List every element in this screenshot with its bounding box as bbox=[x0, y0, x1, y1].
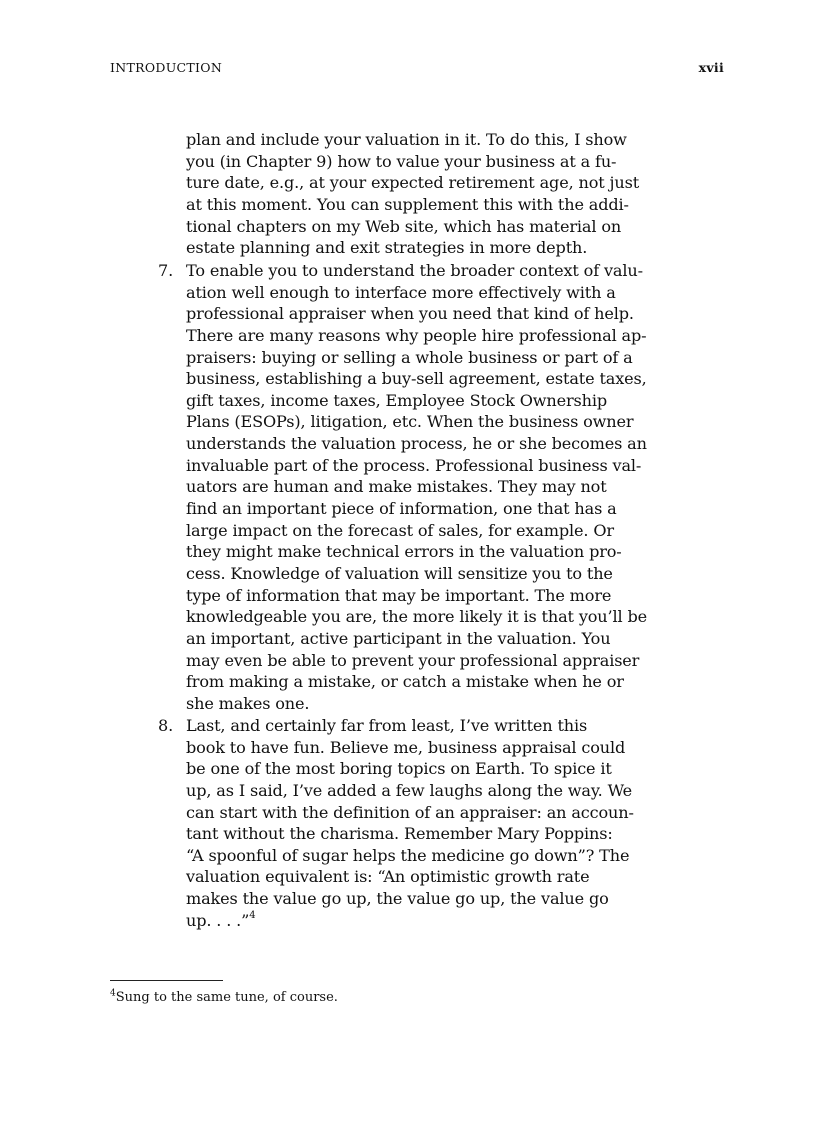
text-line: Plans (ESOPs), litigation, etc. When the business owner bbox=[186, 412, 634, 432]
text-line: ture date, e.g., at your expected retirement age, not just bbox=[186, 173, 640, 193]
text-line: To enable you to understand the broader context of valu- bbox=[186, 261, 643, 280]
text-line-last bbox=[186, 910, 724, 932]
text-line: understands the valuation process, he or she becomes an bbox=[186, 434, 647, 454]
last-line-text: up. . . .” bbox=[186, 910, 250, 930]
paragraph-continuation bbox=[186, 129, 724, 259]
text-line: There are many reasons why people hire professional ap- bbox=[186, 325, 647, 345]
text-line: plan and include your valuation in it. To do this, I show bbox=[186, 130, 627, 149]
text-line: find an important piece of information, one that has a bbox=[186, 499, 617, 519]
list-item-number: 7. bbox=[158, 261, 174, 280]
text-line: from making a mistake, or catch a mistake when he or bbox=[186, 672, 624, 692]
footnote-marker: 4 bbox=[110, 988, 116, 999]
text-line: cess. Knowledge of valuation will sensitize you to the bbox=[186, 563, 613, 583]
text-line: an important, active participant in the valuation. You bbox=[186, 628, 611, 648]
text-line: knowledgeable you are, the more likely it is that you’ll be bbox=[186, 607, 647, 627]
text-line: book to have fun. Believe me, business appraisal could bbox=[186, 737, 626, 757]
text-line: type of information that may be important. The more bbox=[186, 585, 612, 605]
text-line: business, establishing a buy-sell agreement, estate taxes, bbox=[186, 369, 647, 389]
text-line: professional appraiser when you need that kind of help. bbox=[186, 304, 634, 324]
text-line: can start with the definition of an appraiser: an accoun- bbox=[186, 802, 634, 822]
footnote-reference[interactable]: 4 bbox=[249, 910, 256, 922]
text-line: large impact on the forecast of sales, for example. Or bbox=[186, 520, 614, 540]
footnote-rule bbox=[110, 980, 223, 981]
text-line: Last, and certainly far from least, I’ve written this bbox=[186, 716, 588, 735]
text-line: makes the value go up, the value go up, the value go bbox=[186, 889, 609, 909]
running-head-section: INTRODUCTION bbox=[110, 60, 223, 75]
text-line: tional chapters on my Web site, which has material on bbox=[186, 216, 622, 236]
text-line: at this moment. You can supplement this with the addi- bbox=[186, 194, 629, 214]
text-line: be one of the most boring topics on Earth. To spice it bbox=[186, 759, 612, 779]
running-head bbox=[110, 60, 724, 78]
list-item-number: 8. bbox=[158, 716, 174, 735]
text-line: uators are human and make mistakes. They may not bbox=[186, 477, 607, 497]
text-line: ation well enough to interface more effectively with a bbox=[186, 282, 616, 302]
text-line: valuation equivalent is: “An optimistic growth rate bbox=[186, 867, 590, 887]
text-line: gift taxes, income taxes, Employee Stock Ownership bbox=[186, 390, 608, 410]
text-line: she makes one. bbox=[186, 693, 310, 713]
list-item-7 bbox=[158, 260, 724, 714]
footnote-text: Sung to the same tune, of course. bbox=[115, 990, 338, 1005]
footnote bbox=[110, 989, 724, 1006]
list-item-8 bbox=[158, 715, 724, 931]
page-number: xvii bbox=[698, 60, 724, 75]
text-line: praisers: buying or selling a whole business or part of a bbox=[186, 347, 633, 367]
text-line: you (in Chapter 9) how to value your business at a fu- bbox=[186, 151, 617, 171]
text-line: may even be able to prevent your professional appraiser bbox=[186, 650, 640, 670]
text-line: “A spoonful of sugar helps the medicine go down”? The bbox=[186, 845, 630, 865]
text-line: invaluable part of the process. Professional business val- bbox=[186, 455, 642, 475]
text-line: estate planning and exit strategies in more depth. bbox=[186, 238, 588, 258]
text-line: tant without the charisma. Remember Mary Poppins: bbox=[186, 824, 613, 844]
text-line: up, as I said, I’ve added a few laughs along the way. We bbox=[186, 780, 633, 800]
text-line: they might make technical errors in the valuation pro- bbox=[186, 542, 622, 562]
